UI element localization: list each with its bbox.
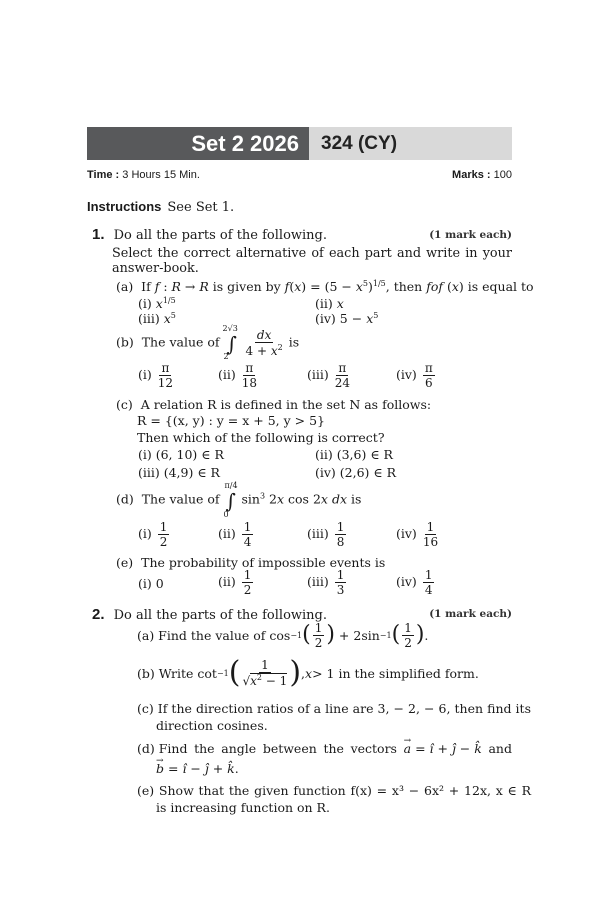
q1d-question: (d) The value of π/4 ∫ 0 $\sin^3 2x$ cos 2x dx is bbox=[116, 481, 362, 519]
q1c-option-i: (i) (6, 10) ∈ R bbox=[138, 447, 224, 462]
q1b-question: (b) The value of 2√3 ∫ 2 $\frac{dx}{4 + x^2}$ is bbox=[116, 324, 300, 361]
q2-marks: (1 mark each) bbox=[429, 608, 512, 620]
q2c-question: (c) If the direction ratios of a line are 3, − 2, − 6, then find its direction cosines. bbox=[137, 701, 531, 733]
q1d-option-ii: (ii) $\frac{1}{4}$ bbox=[218, 520, 252, 549]
q1a-option-iv: (iv) $5 - x^5$ bbox=[315, 311, 379, 327]
q1d-option-iii: (iii) $\frac{1}{8}$ bbox=[307, 520, 345, 549]
q1c-prompt: Then which of the following is correct? bbox=[137, 430, 385, 445]
q1e-question: (e) The probability of impossible events is bbox=[116, 555, 386, 570]
paper-code: 324 (CY) bbox=[309, 127, 512, 160]
q1c-question: (c) A relation R is defined in the set N as follows: bbox=[116, 397, 432, 412]
set-label: Set 2 2026 bbox=[87, 127, 309, 160]
instructions: Instructions See Set 1. bbox=[87, 199, 235, 215]
q1c-relation: R = {(x, y) : y = x + 5, y > 5} bbox=[137, 413, 325, 428]
q1-marks: (1 mark each) bbox=[429, 229, 512, 241]
q1a-option-ii: (ii) x bbox=[315, 296, 344, 311]
q1-intro: Select the correct alternative of each part and write in your answer-book. bbox=[112, 246, 512, 276]
q1b-option-i: (i) $\frac{\pi}{12}$ bbox=[138, 361, 174, 390]
q1c-option-iv: (iv) (2,6) ∈ R bbox=[315, 465, 397, 480]
q1e-option-ii: (ii) $\frac{1}{2}$ bbox=[218, 568, 252, 597]
q1b-option-iii: (iii) $\frac{\pi}{24}$ bbox=[307, 361, 351, 390]
marks-info: Marks : 100 bbox=[452, 169, 512, 181]
q1e-option-iv: (iv) $\frac{1}{4}$ bbox=[396, 568, 433, 597]
q1a-option-iii: (iii) $x^5$ bbox=[138, 311, 176, 327]
q1d-option-i: (i) $\frac{1}{2}$ bbox=[138, 520, 168, 549]
q1c-option-ii: (ii) (3,6) ∈ R bbox=[315, 447, 393, 462]
q1e-option-i: (i) 0 bbox=[138, 576, 164, 591]
question-1-header: 1. Do all the parts of the following. bbox=[92, 226, 328, 243]
q2a-question: (a) Find the value of cos −1 ( $\frac{1}{2}$ ) + 2sin −1 ( $\frac{1}{2}$ ) . bbox=[137, 620, 429, 650]
time-info: Time : 3 Hours 15 Min. bbox=[87, 169, 200, 181]
q2b-question: (b) Write cot −1 ( $\frac{1}{√x^2 - 1}$ ) , x > 1 in the simplified form. bbox=[137, 655, 479, 690]
q1b-option-iv: (iv) $\frac{\pi}{6}$ bbox=[396, 361, 433, 390]
q1b-option-ii: (ii) $\frac{\pi}{18}$ bbox=[218, 361, 258, 390]
q1d-option-iv: (iv) $\frac{1}{16}$ bbox=[396, 520, 439, 549]
q1c-option-iii: (iii) (4,9) ∈ R bbox=[138, 465, 220, 480]
q2d-question: (d) Find the angle between the vectors → a = î + ĵ − k̂ and → b = î − ĵ + k̂. bbox=[137, 739, 512, 779]
q2e-question: (e) Show that the given function f(x) = x³ − 6x² + 12x, x ∈ R is increasing function on R. bbox=[137, 783, 531, 815]
q1a-option-i: (i) $x^{1/5}$ bbox=[138, 296, 176, 312]
q1a-question: (a) If f : R → R is given by $f(x) = (5 - x^5)^{1/5}$, then fof (x) is equal to bbox=[116, 279, 534, 295]
q1e-option-iii: (iii) $\frac{1}{3}$ bbox=[307, 568, 345, 597]
set-banner bbox=[87, 127, 512, 160]
question-2-header: 2. Do all the parts of the following. bbox=[92, 606, 328, 623]
